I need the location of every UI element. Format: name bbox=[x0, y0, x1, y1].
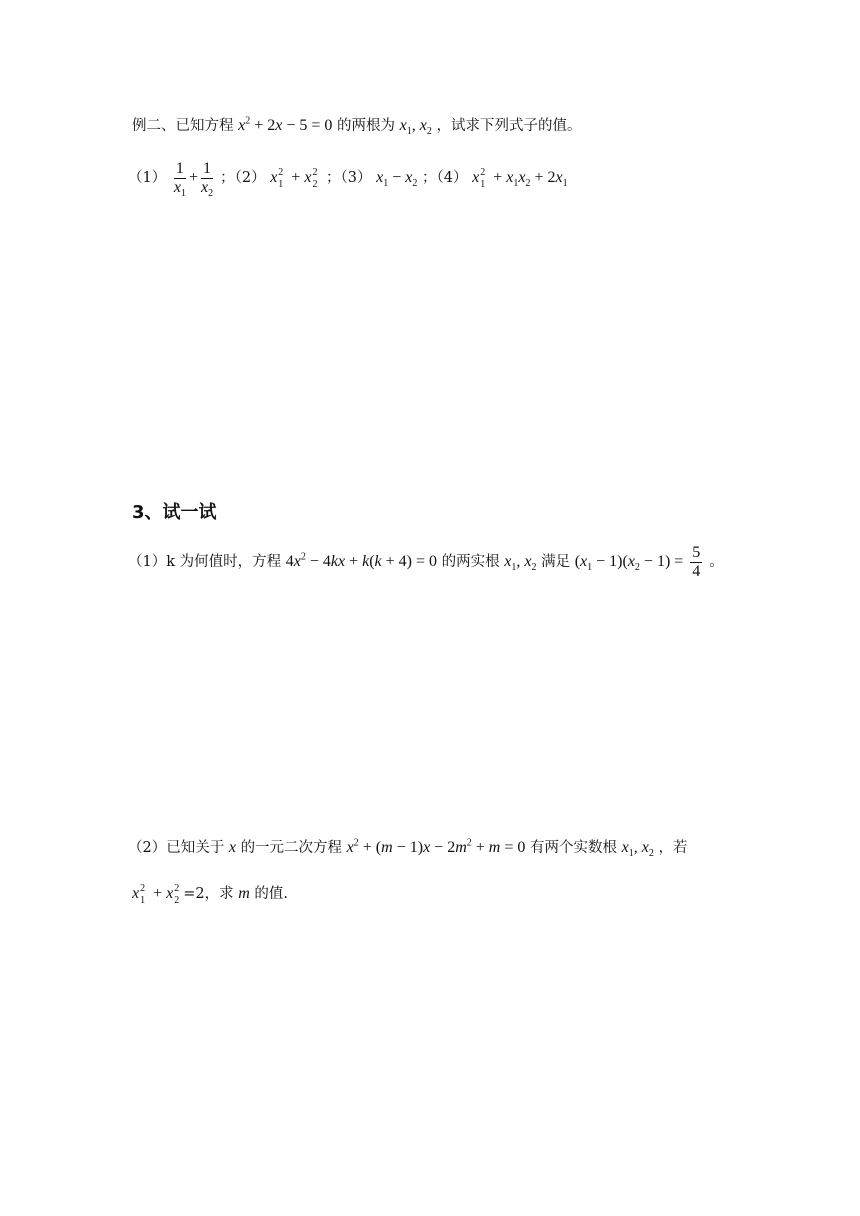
problem1-prefix: （1）k 为何值时，方程 bbox=[128, 554, 282, 571]
problem2-line2-mid: =2，求 bbox=[183, 886, 234, 902]
variable-m: m bbox=[238, 885, 250, 902]
example2-items bbox=[128, 160, 568, 200]
example2-prefix: 例二、已知方程 bbox=[132, 118, 234, 134]
variable-x: x bbox=[228, 839, 236, 856]
item2-expression: x 2 1 + x 2 2 bbox=[270, 167, 318, 191]
problem2-middle: 的一元二次方程 bbox=[240, 840, 343, 856]
roots-x1-x2: $x_1$, $x_2$ bbox=[399, 117, 432, 138]
item3-expression: $x_1 - x_2$ bbox=[376, 169, 418, 190]
example2-statement bbox=[132, 116, 581, 136]
item1-expression: $\frac{1}{x_1}$ + $\frac{1}{x_2}$ bbox=[173, 160, 214, 200]
example2-suffix: ，试求下列式子的值。 bbox=[436, 118, 582, 134]
problem1-roots: $x_1$, $x_2$ bbox=[504, 553, 537, 574]
problem2-statement-line2 bbox=[132, 884, 288, 904]
item1-label: （1） bbox=[128, 170, 167, 187]
problem2-suffix: ，若 bbox=[658, 840, 688, 856]
problem2-line2-end: 的值. bbox=[254, 886, 289, 902]
problem2-roots: $x_1$, $x_2$ bbox=[621, 839, 654, 860]
problem1-statement bbox=[128, 544, 724, 581]
item4-label: ；（4） bbox=[422, 170, 468, 187]
problem1-middle: 的两实根 bbox=[441, 554, 500, 571]
problem2-middle2: 有两个实数根 bbox=[530, 840, 617, 856]
problem1-suffix: 。 bbox=[709, 554, 724, 571]
problem2-sum-squares: x 2 1 + x 2 2 bbox=[132, 883, 180, 906]
equation-example2: $x^2 + 2x - 5 = 0$ bbox=[238, 115, 333, 134]
equation-problem1: $4x^2 - 4kx + k(k + 4) = 0$ bbox=[285, 551, 438, 571]
problem2-statement-line1 bbox=[128, 838, 687, 858]
problem1-middle2: 满足 bbox=[541, 554, 571, 571]
item2-label: ；（2） bbox=[220, 170, 266, 187]
problem2-prefix: （2）已知关于 bbox=[128, 840, 225, 856]
equation-problem2: $x^2 + (m - 1)x - 2m^2 + m = 0$ bbox=[346, 837, 526, 856]
problem1-condition: $(x_1 - 1)(x_2 - 1)$ = $\frac{5}{4}$ bbox=[574, 544, 701, 580]
section-heading: 3、试一试 bbox=[132, 502, 217, 523]
item3-label: ；（3） bbox=[326, 170, 372, 187]
example2-middle: 的两根为 bbox=[337, 118, 396, 134]
item4-expression: x 2 1 + $x_1x_2 + 2x_1$ bbox=[472, 167, 568, 191]
